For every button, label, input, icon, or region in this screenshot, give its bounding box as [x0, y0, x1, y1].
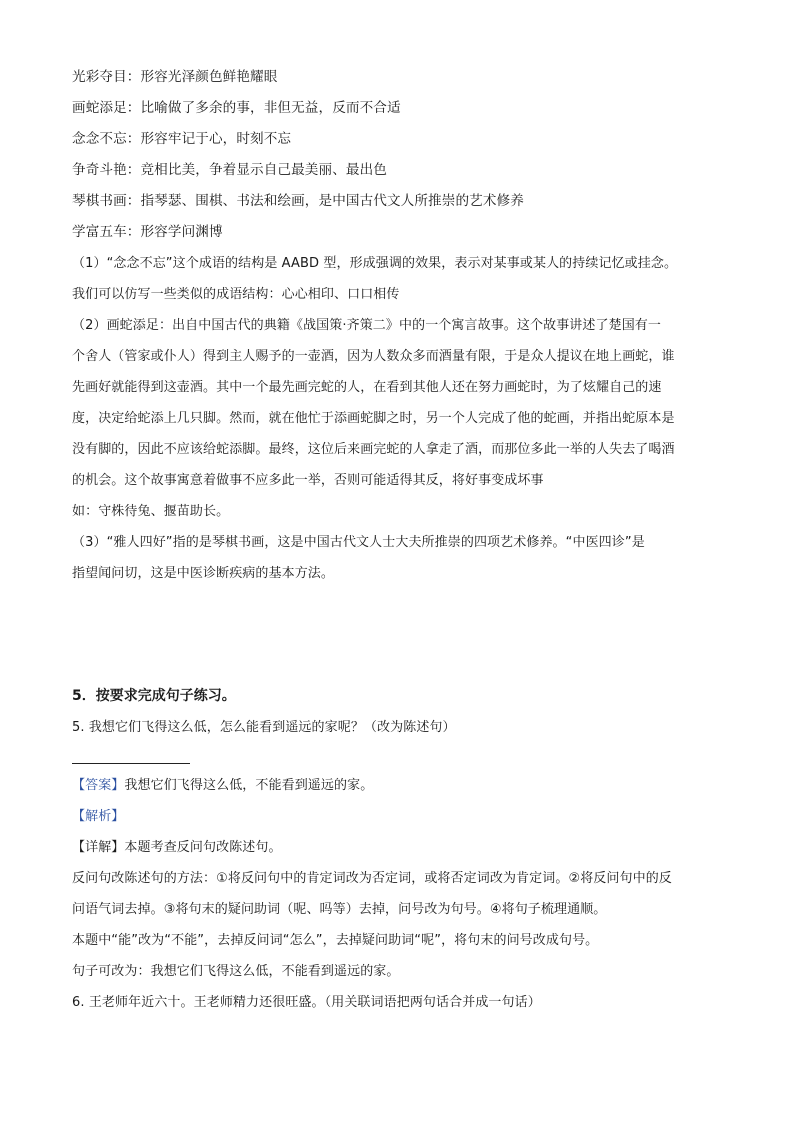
idiom-line [72, 186, 722, 217]
section-5-heading: 5．按要求完成句子练习。 [72, 688, 236, 704]
detail-line [72, 832, 722, 863]
idiom-line [72, 62, 722, 93]
idiom-term: 画蛇添足 [72, 100, 127, 116]
note-1-line: （1）“念念不忘”这个成语的结构是 AABD 型，形成强调的效果，表示对某事或某人的持续记忆或挂念。 [72, 256, 678, 271]
answer-tag: 【答案】 [72, 778, 125, 793]
note-2-line: （2）画蛇添足：出自中国古代的典籍《战国策·齐策二》中的一个寓言故事。这个故事讲述了楚国有一 [72, 318, 662, 333]
note-2-line: 如：守株待兔、揠苗助长。 [72, 504, 230, 519]
idiom-separator: ： [126, 100, 141, 116]
detail-text: 本题考查反问句改陈述句。 [124, 840, 282, 855]
explain-line: 问语气词去掉。③将句末的疑问助词（呢、吗等）去掉，问号改为句号。④将句子梳理通顺。 [72, 902, 607, 917]
answer-text: 我想它们飞得这么低，不能看到遥远的家。 [124, 778, 374, 793]
analysis-line [72, 801, 722, 832]
idiom-term: 学富五车 [72, 224, 127, 240]
idiom-line [72, 124, 722, 155]
idiom-meaning: 比喻做了多余的事，非但无益，反而不合适 [140, 100, 401, 116]
answer-blank-line[interactable] [72, 743, 190, 764]
idiom-separator: ： [126, 193, 141, 209]
idiom-line [72, 217, 722, 248]
note-1-line: 我们可以仿写一些类似的成语结构：心心相印、口口相传 [72, 287, 400, 302]
idiom-meaning: 竞相比美，争着显示自己最美丽、最出色 [140, 162, 387, 178]
explain-line: 句子可改为：我想它们飞得这么低，不能看到遥远的家。 [72, 964, 400, 979]
idiom-separator: ： [126, 162, 141, 178]
question-5: 5. 我想它们飞得这么低，怎么能看到遥远的家呢？（改为陈述句） [72, 720, 456, 735]
idiom-line [72, 155, 722, 186]
note-2-line: 没有脚的，因此不应该给蛇添脚。最终，这位后来画完蛇的人拿走了酒，而那位多此一举的人失去了喝酒 [72, 442, 675, 457]
note-2-line: 先画好就能得到这壶酒。其中一个最先画完蛇的人，在看到其他人还在努力画蛇时，为了炫耀自己的速 [72, 380, 662, 395]
idiom-line [72, 93, 722, 124]
note-2-line: 个舍人（管家或仆人）得到主人赐予的一壶酒，因为人数众多而酒量有限，于是众人提议在地上画蛇，谁 [72, 349, 675, 364]
idiom-term: 念念不忘 [72, 131, 127, 147]
idiom-separator: ： [126, 69, 141, 85]
explain-line: 反问句改陈述句的方法：①将反问句中的肯定词改为否定词，或将否定词改为肯定词。②将反问句中的反 [72, 871, 672, 886]
idiom-separator: ： [126, 224, 141, 240]
note-3-line: （3）“雅人四好”指的是琴棋书画，这是中国古代文人士大夫所推崇的四项艺术修养。“中医四诊”是 [72, 535, 645, 550]
idiom-term: 琴棋书画 [72, 193, 127, 209]
analysis-tag: 【解析】 [72, 809, 125, 824]
explain-line: 本题中“能”改为“不能”，去掉反问词“怎么”，去掉疑问助词“呢”，将句末的问号改成句号。 [72, 933, 599, 948]
idiom-separator: ： [126, 131, 141, 147]
idiom-meaning: 形容牢记于心，时刻不忘 [140, 131, 292, 147]
idiom-meaning: 指琴瑟、围棋、书法和绘画，是中国古代文人所推崇的艺术修养 [140, 193, 524, 209]
note-2-line: 的机会。这个故事寓意着做事不应多此一举，否则可能适得其反，将好事变成坏事 [72, 473, 544, 488]
idiom-term: 争奇斗艳 [72, 162, 127, 178]
note-3-line: 指望闻问切，这是中医诊断疾病的基本方法。 [72, 566, 335, 581]
idiom-meaning: 形容光泽颜色鲜艳耀眼 [140, 69, 278, 85]
document-content [72, 62, 722, 1018]
section-spacer [72, 589, 722, 681]
idiom-meaning: 形容学问渊博 [140, 224, 223, 240]
detail-tag: 【详解】 [72, 840, 125, 855]
idiom-term: 光彩夺目 [72, 69, 127, 85]
note-2-line: 度，决定给蛇添上几只脚。然而，就在他忙于添画蛇脚之时，另一个人完成了他的蛇画，并指出蛇原本是 [72, 411, 675, 426]
answer-line [72, 770, 722, 801]
question-6: 6. 王老师年近六十。王老师精力还很旺盛。（用关联词语把两句话合并成一句话） [72, 995, 541, 1010]
